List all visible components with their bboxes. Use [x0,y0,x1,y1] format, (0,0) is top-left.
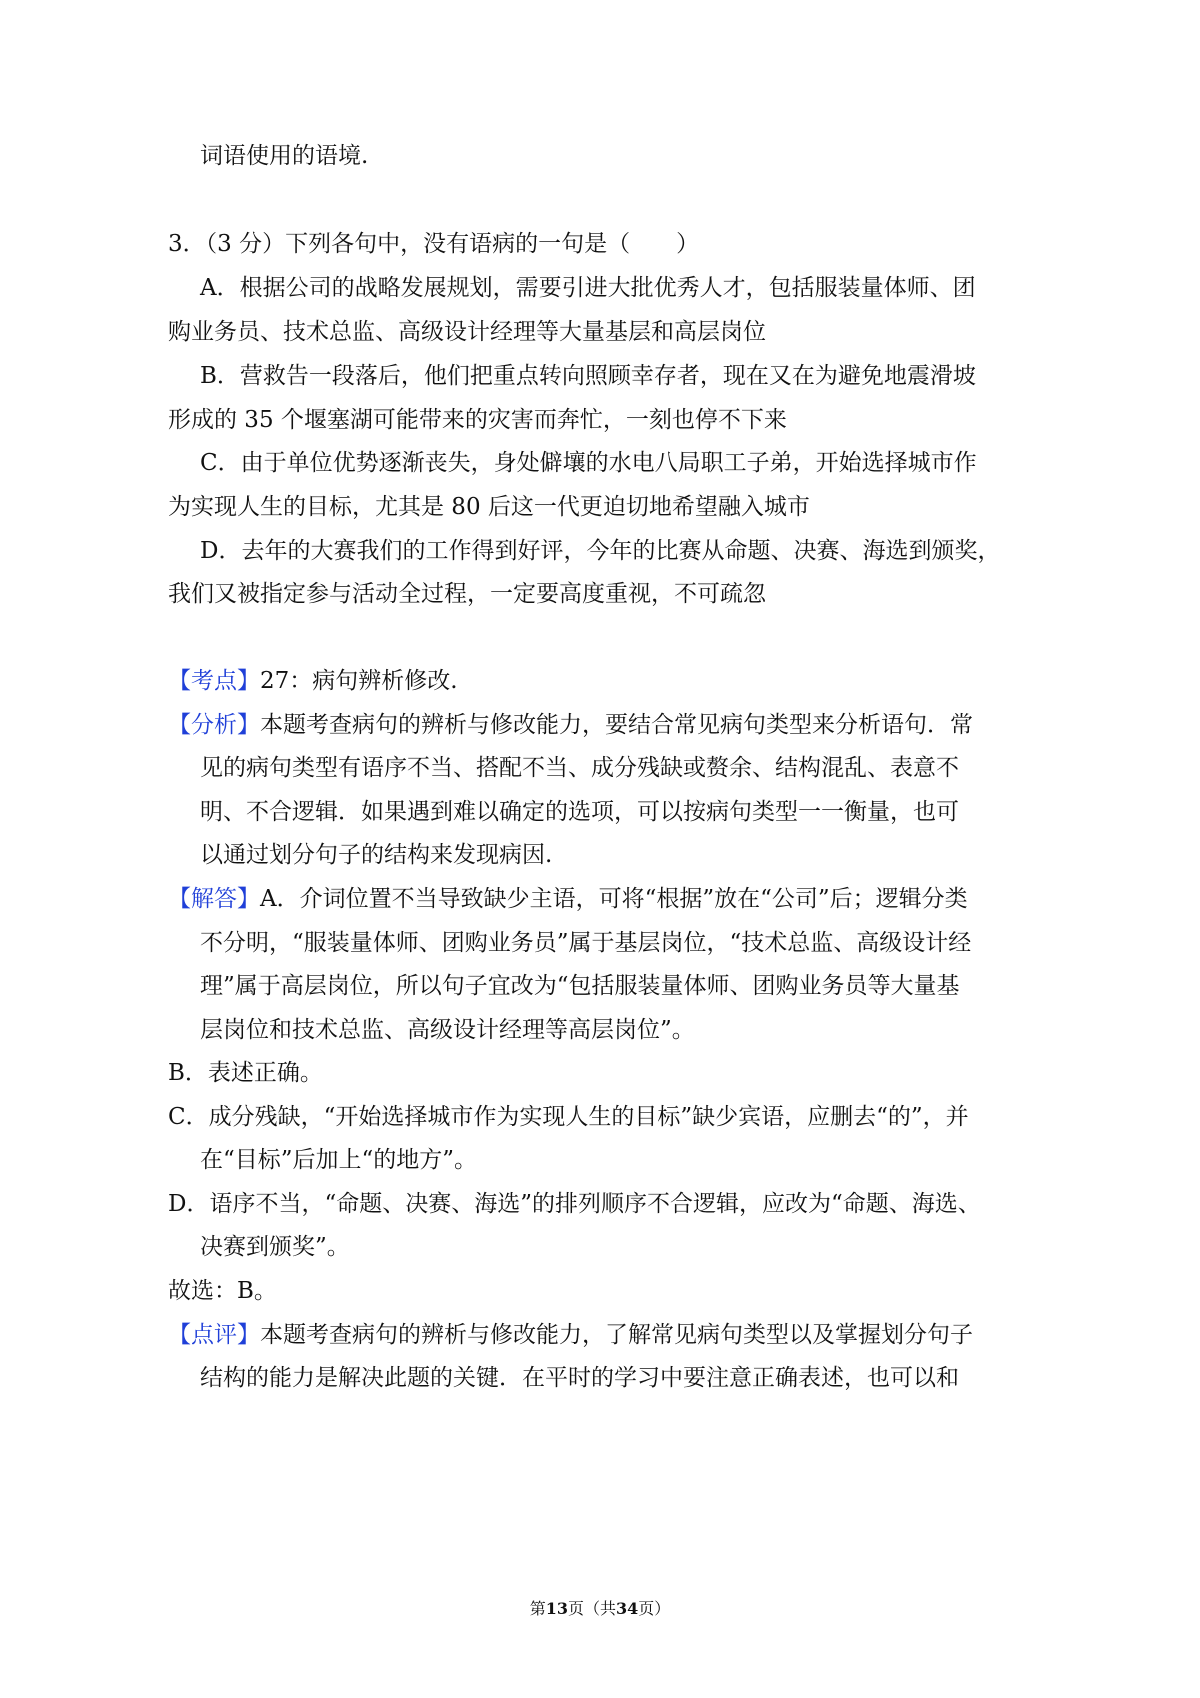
text-line: 词语使用的语境. [200,143,369,169]
answer-d-line: 决赛到颁奖”。 [200,1234,350,1260]
dianping-line: 【点评】本题考查病句的辨析与修改能力，了解常见病句类型以及掌握划分句子 [168,1322,973,1348]
option-c-line: 为实现人生的目标，尤其是 80 后这一代更迫切地希望融入城市 [168,494,810,520]
page-footer: 第13页（共34页） [529,1599,671,1618]
dianping-tag: 【点评】 [168,1322,260,1348]
fenxi-line: 以通过划分句子的结构来发现病因. [200,842,553,868]
fenxi-line: 见的病句类型有语序不当、搭配不当、成分残缺或赘余、结构混乱、表意不 [200,755,959,781]
jieda-line: 理”属于高层岗位，所以句子宜改为“包括服装量体师、团购业务员等大量基 [200,973,960,999]
answer-c-line: C．成分残缺，“开始选择城市作为实现人生的目标”缺少宾语，应删去“的”，并 [168,1104,969,1130]
option-a-line: 购业务员、技术总监、高级设计经理等大量基层和高层岗位 [168,319,766,345]
question-stem: 3．（3 分）下列各句中，没有语病的一句是（ ） [168,231,700,257]
kaodian-line: 【考点】27：病句辨析修改. [168,668,458,694]
jieda-line: 【解答】A．介词位置不当导致缺少主语，可将“根据”放在“公司”后；逻辑分类 [168,886,968,912]
option-b-line: 形成的 35 个堰塞湖可能带来的灾害而奔忙，一刻也停不下来 [168,407,787,433]
jieda-tag: 【解答】 [168,886,260,912]
final-answer: 故选：B。 [168,1278,277,1304]
current-page-number: 13 [545,1599,568,1618]
total-page-count: 34 [616,1599,639,1618]
kaodian-tag: 【考点】 [168,668,260,694]
jieda-line: 不分明，“服装量体师、团购业务员”属于基层岗位，“技术总监、高级设计经 [200,930,972,956]
option-a-line: A．根据公司的战略发展规划，需要引进大批优秀人才，包括服装量体师、团 [200,275,976,301]
fenxi-line: 【分析】本题考查病句的辨析与修改能力，要结合常见病句类型来分析语句．常 [168,712,973,738]
answer-d-line: D．语序不当，“命题、决赛、海选”的排列顺序不合逻辑，应改为“命题、海选、 [168,1191,981,1217]
answer-c-line: 在“目标”后加上“的地方”。 [200,1147,478,1173]
answer-b-line: B．表述正确。 [168,1060,323,1086]
option-d-line: 我们又被指定参与活动全过程，一定要高度重视，不可疏忽 [168,581,766,607]
fenxi-tag: 【分析】 [168,712,260,738]
jieda-line: 层岗位和技术总监、高级设计经理等高层岗位”。 [200,1017,695,1043]
option-b-line: B．营救告一段落后，他们把重点转向照顾幸存者，现在又在为避免地震滑坡 [200,363,976,389]
option-c-line: C．由于单位优势逐渐丧失，身处僻壤的水电八局职工子弟，开始选择城市作 [200,450,977,476]
option-d-line: D．去年的大赛我们的工作得到好评，今年的比赛从命题、决赛、海选到颁奖， [200,538,1001,564]
dianping-line: 结构的能力是解决此题的关键．在平时的学习中要注意正确表述，也可以和 [200,1365,959,1391]
fenxi-line: 明、不合逻辑．如果遇到难以确定的选项，可以按病句类型一一衡量，也可 [200,799,959,825]
